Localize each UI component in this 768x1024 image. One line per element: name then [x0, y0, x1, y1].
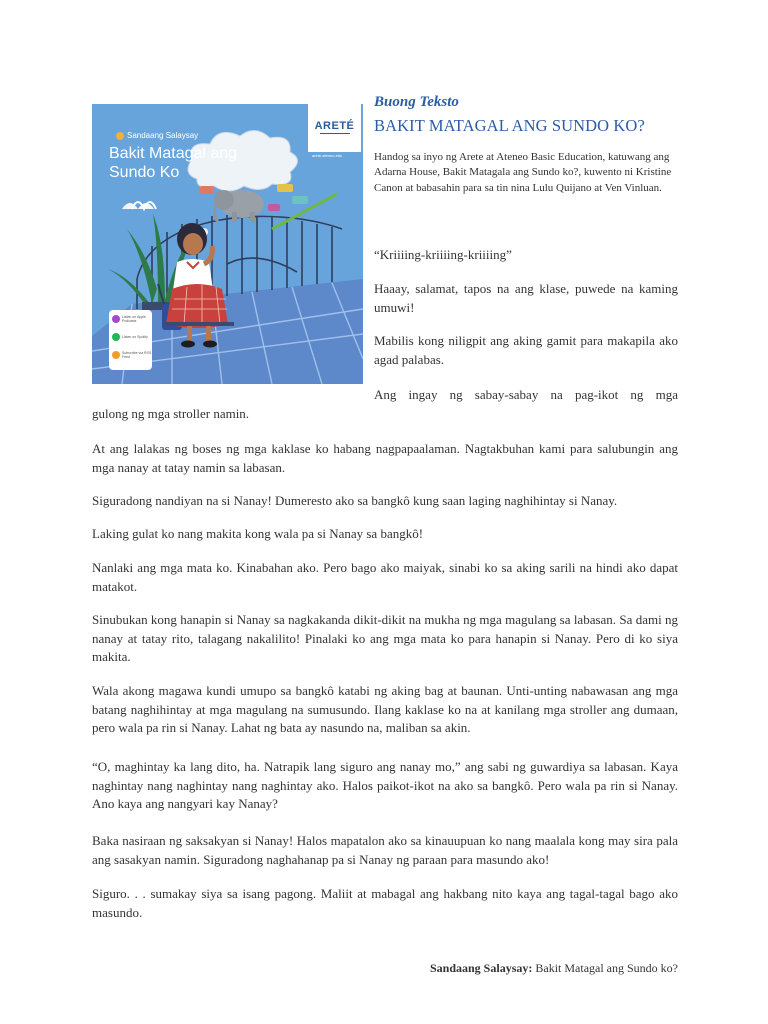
- cover-title: Bakit Matagal ang Sundo Ko: [109, 145, 238, 181]
- apple-podcasts-link[interactable]: Listen on Apple Podcasts: [109, 310, 152, 328]
- story-paragraph-3: Mabilis kong niligpit ang aking gamit para makapila ako agad palabas.: [374, 333, 678, 367]
- series-logo-icon: [116, 132, 124, 140]
- podcast-links-panel: [109, 310, 152, 370]
- story-paragraph-4-line-1: Ang ingay ng sabay-sabay na pag-ikot ng mga: [374, 387, 678, 402]
- story-paragraph-1: “Kriiiing-kriiiing-kriiiing”: [374, 247, 512, 262]
- apple-podcasts-icon: [112, 315, 120, 323]
- story-paragraph-4-line-2: gulong ng mga stroller namin.: [92, 406, 250, 421]
- story-paragraph-11: “O, maghintay ka lang dito, ha. Natrapik lang siguro ang nanay mo,” ang sabi ng guwardiya sa labasan. Kaya naghintay nang naghintay nang naghintay ako. Halos paikot-ikot na ako sa bangkô. Pero wala pa rin si Nanay. Ano kaya ang nangyari kay Nanay?: [92, 759, 678, 811]
- story-paragraph-2: Haaay, salamat, tapos na ang klase, puwede na kaming umuwi!: [374, 281, 678, 315]
- spotify-link[interactable]: Listen on Spotify: [109, 328, 152, 346]
- rss-feed-link[interactable]: Subscribe via RSS Feed: [109, 346, 152, 364]
- rss-icon: [112, 351, 120, 359]
- story-paragraph-10: Wala akong magawa kundi umupo sa bangkô katabi ng aking bag at baunan. Unti-unting nabawasan ang mga batang naghihintay at mga magulang na sumusundo. Ilang kaklase ko na at kanilang mga stroller ang dumaan, pero wala pa rin si Nanay. Lahat ng bata ay nasundo na, maliban sa akin.: [92, 683, 678, 735]
- story-paragraph-6: Siguradong nandiyan na si Nanay! Dumeresto ako sa bangkô kung saan laging naghihintay si Nanay.: [92, 493, 618, 508]
- page-footer: [430, 961, 678, 976]
- footer-title: Bakit Matagal ang Sundo ko?: [535, 961, 678, 975]
- story-paragraph-12: Baka nasiraan ng saksakyan si Nanay! Halos mapatalon ako sa kinauupuan ko nang maalala kong may sira pala ang sasakyan namin. Siguradong naghahanap pa si Nanay ng paraan para masundo ako!: [92, 833, 678, 867]
- intro-paragraph: Handog sa inyo ng Arete at Ateneo Basic Education, katuwang ang Adarna House, Bakit Matagala ang Sundo ko?, kuwento ni Kristine Canon at babasahin para sa tin nina Lulu Quijano at Ven Vinluan.: [374, 151, 672, 194]
- section-kicker: Buong Teksto: [374, 94, 459, 110]
- story-paragraph-9: Sinubukan kong hanapin si Nanay sa nagkakanda dikit-dikit na mukha ng mga magulang sa labasan. Sa dami ng nanay at tatay rito, talagang nakalilito! Pinalaki ko ang mga mata ko para hanapin si Nanay. Pero di ko siya makita.: [92, 612, 678, 664]
- spotify-icon: [112, 333, 120, 341]
- page-title: BAKIT MATAGAL ANG SUNDO KO?: [374, 116, 645, 135]
- story-paragraph-8: Nanlaki ang mga mata ko. Kinabahan ako. Pero bago ako maiyak, sinabi ko sa aking sarili na hindi ako dapat matakot.: [92, 560, 678, 594]
- story-paragraph-7: Laking gulat ko nang makita kong wala pa si Nanay sa bangkô!: [92, 526, 424, 541]
- story-paragraph-13: Siguro. . . sumakay siya sa isang pagong. Maliit at mabagal ang hakbang nito kaya ang tagal-tagal bago ako masundo.: [92, 886, 678, 920]
- arete-logo: ARETÉ: [308, 104, 361, 152]
- story-paragraph-5: At ang lalakas ng boses ng mga kaklase ko habang nagpapaalaman. Nagtakbuhan kami para salubungin ang mga nanay at tatay namin sa labasan.: [92, 441, 678, 475]
- cover-image: [92, 104, 363, 384]
- arete-url: arete.ateneo.edu: [312, 153, 343, 158]
- cover-series-label: Sandaang Salaysay: [116, 131, 198, 140]
- footer-series-label: Sandaang Salaysay:: [429, 961, 533, 975]
